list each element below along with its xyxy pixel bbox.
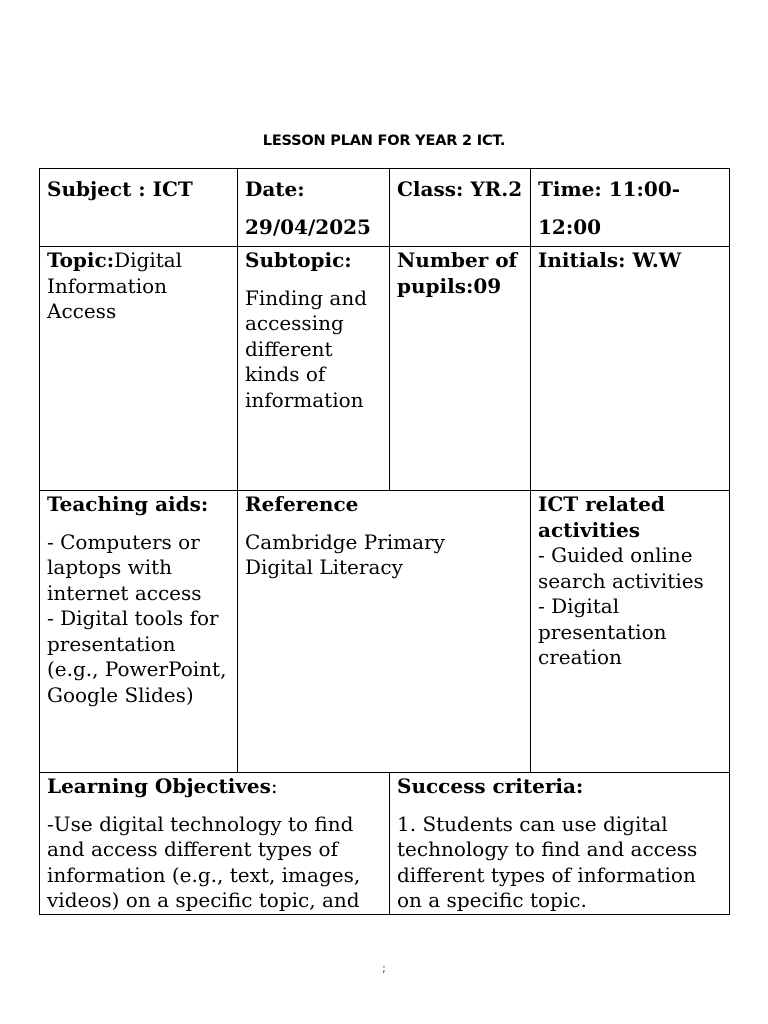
teaching-aids-cell [40,491,238,773]
initials-text: Initials: W.W [538,248,682,272]
teaching-aids-item: - Computers or laptops with internet access [47,529,202,605]
ict-activities-cell [531,491,730,773]
teaching-aids-label: Teaching aids: [47,492,209,516]
reference-cell [238,491,531,773]
success-criteria-cell [390,773,730,915]
resources-row [40,491,730,773]
header-row [40,169,730,247]
objectives-row [40,773,730,915]
teaching-aids-list [47,530,230,709]
learning-objectives-heading [47,774,382,800]
reference-value: Cambridge Primary Digital Literacy [245,529,445,579]
learning-objectives-colon: : [270,774,278,798]
subtopic-value: Finding and accessing different kinds of information [245,285,368,412]
ict-activities-list [538,543,722,671]
pupils-text: Number of pupils:09 [397,248,518,298]
subtopic-label: Subtopic: [245,248,352,272]
time-line-1: Time: 11:00- [538,177,681,201]
lesson-plan-table [39,168,730,915]
document-title: LESSON PLAN FOR YEAR 2 ICT. [262,133,506,149]
subject-cell [40,169,238,247]
date-label: Date: [245,177,305,201]
class-cell [390,169,531,247]
teaching-aids-item: - Digital tools for presentation (e.g., PowerPoint, Google Slides) [47,606,227,707]
time-line-2: 12:00 [538,215,602,239]
topic-cell [40,247,238,491]
pupils-cell [390,247,531,491]
ict-activity-item: - Guided online search activities [538,543,704,593]
ict-activities-label: ICT related activities [538,492,665,542]
initials-cell [531,247,730,491]
success-criteria-text: 1. Students can use digital technology to find and access different types of information on a specific topic. [397,811,698,912]
success-criteria-label: Success criteria: [397,774,584,798]
subtopic-cell [238,247,390,491]
learning-objectives-label: Learning Objectives [47,774,271,798]
ict-activity-item: - Digital presentation creation [538,594,667,669]
subject-text: Subject : ICT [47,177,193,201]
topic-row [40,247,730,491]
date-cell [238,169,390,247]
reference-label: Reference [245,492,359,516]
learning-objectives-text: -Use digital technology to find and access different types of information (e.g., text, images, videos) on a specific topic, and [47,811,361,912]
learning-objectives-cell [40,773,390,915]
date-value: 29/04/2025 [245,215,371,239]
page-footer-mark: ; [382,962,386,975]
class-text: Class: YR.2 [397,177,523,201]
time-cell [531,169,730,247]
topic-label: Topic: [47,248,115,272]
topic-value: Digital Information Access [47,248,183,323]
